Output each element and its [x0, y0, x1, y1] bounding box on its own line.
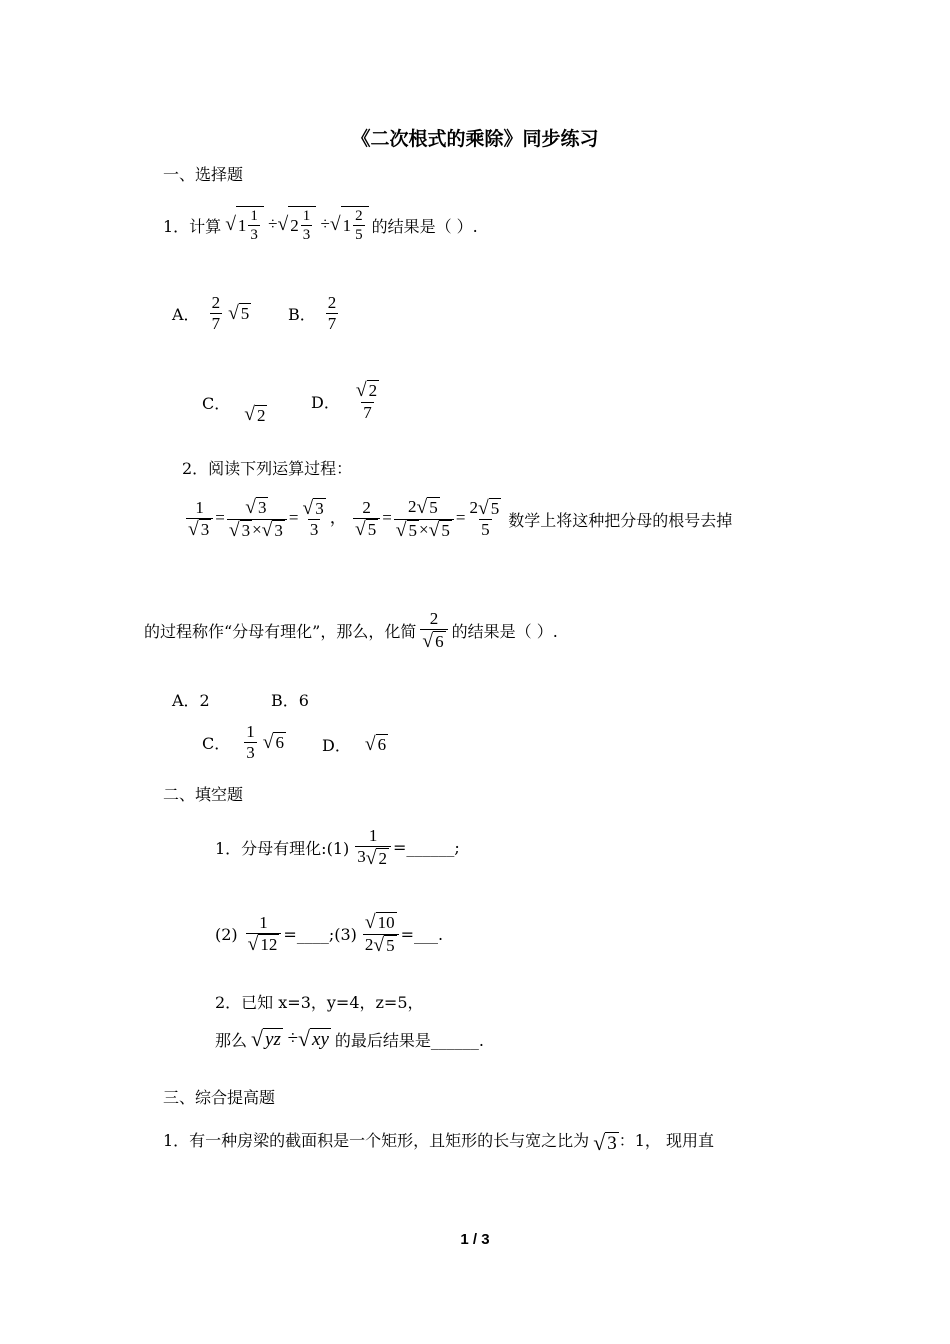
fill-1-part3-answer: =___. — [400, 924, 444, 944]
fill-1-prefix: 1．分母有理化:(1) — [215, 839, 350, 859]
question-2-intro: 2．阅读下列运算过程： — [182, 459, 353, 478]
q2-question: 的过程称作“分母有理化”，那么，化简 2 √ 6 的结果是（ ）. — [144, 609, 558, 652]
section-heading-fill: 二、填空题 — [163, 785, 244, 804]
s3-question-1: 1．有一种房梁的截面积是一个矩形，且矩形的长与宽之比为 √ 3 ：1， 现用直 — [163, 1124, 714, 1155]
q1-option-b: B． $\frac{2}{7}$ — [288, 293, 337, 334]
fill-2-question: 那么 √ yz ÷ √ xy 的最后结果是______. — [215, 1026, 484, 1051]
fill-1-part2-label: (2) — [215, 924, 238, 944]
q2-option-a: A．2 — [172, 691, 210, 710]
q1-option-c-label: C． — [202, 394, 231, 414]
q2-cont-prefix: 的过程称作“分母有理化”，那么，化简 — [144, 622, 417, 642]
q2-option-c-label: C． — [202, 734, 231, 754]
fill-1-part2-answer: =____;(3) — [283, 924, 357, 944]
fill-2-prefix: 那么 — [215, 1031, 248, 1051]
page-number: 1 / 3 — [460, 1231, 490, 1248]
q1-option-d: D． √ 2 7 — [311, 380, 378, 422]
q1-option-a: A． $\frac{2}{7}$ √ 5 — [172, 293, 250, 334]
q2-worked-example: 1 √ 3 = √ 3 √ 3 × √ 3 = √ 3 3 ， 2 √ 5 = 2 √ 5 √ 5 × √ 5 = 2 √ 5 5 数学上将这种把分母的根号去掉 — [188, 497, 733, 542]
q1-suffix: 的结果是（ ）. — [371, 216, 478, 236]
q2-option-d-label: D． — [322, 736, 351, 755]
q2-option-b: B．6 — [271, 691, 309, 710]
q1-option-c: C． √ 2 — [202, 380, 267, 426]
fill-2-suffix: 的最后结果是______. — [334, 1031, 484, 1051]
q2-option-d: D． √ 6 — [322, 734, 387, 756]
q2-cont-suffix: 的结果是（ ）. — [451, 622, 558, 642]
s3q1-prefix: 1．有一种房梁的截面积是一个矩形，且矩形的长与宽之比为 — [163, 1131, 590, 1151]
question-1 — [163, 206, 478, 244]
s3q1-suffix: ：1， 现用直 — [618, 1131, 714, 1151]
q2-line-tail: 数学上将这种把分母的根号去掉 — [508, 510, 733, 530]
fill-1: 1．分母有理化:(1) 1 3 √ 2 =______; — [215, 826, 460, 869]
q1-option-a-label: A． — [172, 305, 200, 325]
q1-option-d-label: D． — [311, 393, 340, 413]
fill-1-parts-2-3: (2) 1 √ 12 =____;(3) √ 10 2 √ 5 =___. — [215, 912, 444, 957]
page-title: 《二次根式的乘除》同步练习 — [351, 128, 599, 150]
q1-option-b-label: B． — [288, 305, 316, 325]
fill-2-given: 2．已知 x=3，y=4，z=5， — [215, 993, 424, 1012]
q2-option-c: C． $\frac{1}{3}$ √ 6 — [202, 722, 284, 763]
q1-prefix: 1．计算 — [163, 216, 222, 236]
fill-1-answer-line: =______; — [392, 838, 460, 858]
q1-expression: √ 1 $\frac{1}{3}$ ÷ √ 2 $\frac{1}{3}$ ÷ √ 1 $\frac{2}{5}$ — [225, 206, 368, 244]
section-heading-comprehensive: 三、综合提高题 — [163, 1088, 276, 1107]
section-heading-choice: 一、选择题 — [163, 165, 244, 184]
